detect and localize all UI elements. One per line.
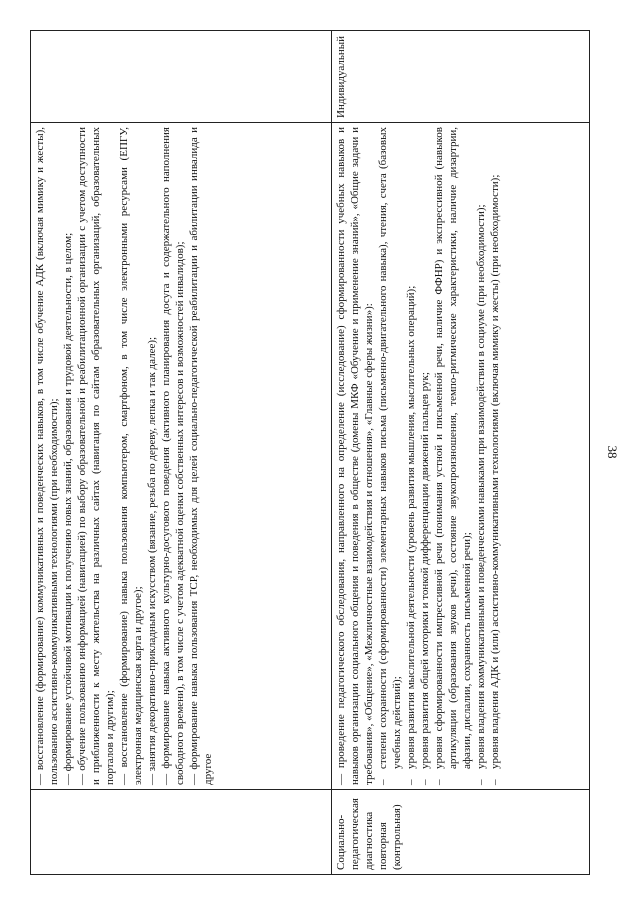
list-item-text: уровня владения коммуникативными и поведенческими навыками при взаимодействии в социуме (при необходимости); xyxy=(474,204,487,769)
list-item xyxy=(376,127,404,785)
list-item: — восстановление (формирование) навыка пользования компьютером, смартфоном, в том числе электронными ресурсами (ЕПГУ, электронная медицинская карта и другое); xyxy=(118,127,144,785)
list-item-text: уровня владения АДК и (или) ассистивно-коммуникативными технологиями (включая мимику и жесты) (при необходимости); xyxy=(488,174,501,769)
form-cell xyxy=(31,31,332,123)
content-cell xyxy=(331,123,589,790)
stage-cell xyxy=(331,790,589,875)
document-page xyxy=(30,30,590,875)
list-dash: – xyxy=(418,779,431,785)
list-dash: – xyxy=(432,779,445,785)
list-item xyxy=(432,127,474,785)
list-item: — формирование устойчивой мотивации к получению новых знаний, образования и трудовой деятельности, в целом; xyxy=(62,232,74,785)
content-cell xyxy=(31,123,332,790)
form-cell xyxy=(331,31,589,123)
list-dash: – xyxy=(404,779,417,785)
intro-text: — проведение педагогического обследования, направленного на определение (исследование) сформированности учебных навыков и навыков организации социального общения и поведения в обществе (домены МКФ «Обучение и применение знаний», «Общие задачи и требования», «Общение», «Межличностные взаимодействия и отношения», «Главные сферы жизни»): xyxy=(334,127,375,785)
stage-cell xyxy=(31,790,332,875)
form-label: Индивидуальный xyxy=(334,36,347,118)
list-item: — обучение пользованию информацией (навигацией) по выбору образовательной и реабилитационной организации с учетом доступности и приближенности к месту жительства на различных сайтах (навигация по сайтам образовательных организаций, образовательных порталов и другим); xyxy=(76,127,116,785)
page-number: 38 xyxy=(605,445,620,459)
list-item: — восстановление (формирование) коммуникативных и поведенческих навыков, в том числе обучение АДК (включая мимику и жесты), пользованию ассистивно-коммуникативными технологиями (при необходимости); xyxy=(34,127,60,785)
list-dash: – xyxy=(488,779,501,785)
table-row xyxy=(31,31,332,875)
list-item: — формирование навыка активного культурно-досугового поведения (активного планирования досуга и содержательного наполнения свободного времени), в том числе с учетом адекватной оценки собственных интересов и возможностей инвалидов); xyxy=(160,127,186,785)
list-dash: – xyxy=(474,779,487,785)
list-item xyxy=(418,127,432,785)
list-item: — формирование навыка пользования ТСР, необходимых для целей социально-педагогической реабилитации и абилитации инвалида и другое xyxy=(188,127,214,785)
stage-name: Социально-педагогическая диагностика повторная (контрольная) xyxy=(334,798,403,870)
list-dash: – xyxy=(376,779,389,785)
list-item-text: степени сохранности (сформированности) элементарных навыков письма (письменно-двигательного навыка), чтения, счета (базовых учебных действий); xyxy=(376,127,403,769)
list-item xyxy=(474,127,488,785)
list-item xyxy=(488,127,502,785)
list-item: — занятия декоративно-прикладным искусством (вязание, резьба по дереву, лепка и так далее); xyxy=(146,336,158,785)
list-item xyxy=(404,127,418,785)
table-row xyxy=(331,31,589,875)
rehabilitation-table xyxy=(30,30,590,875)
list-item-text: уровня развития мыслительной деятельности (уровень развития мышления, мыслительных операций); xyxy=(404,285,417,769)
list-item-text: уровня развития общей моторики и тонкой дифференциации движений пальцев рук; xyxy=(418,372,431,769)
list-item-text: уровня сформированности импрессивной речи (понимания устной и письменной речи, наличие ФФНР) и экспрессивной (навыков артикуляции (образования звуков речи), состояние звукопроизношения, темпо-ритмические характеристики, наличие дизартрии, афазии, дислалии, сохранность письменной речи); xyxy=(432,127,473,769)
